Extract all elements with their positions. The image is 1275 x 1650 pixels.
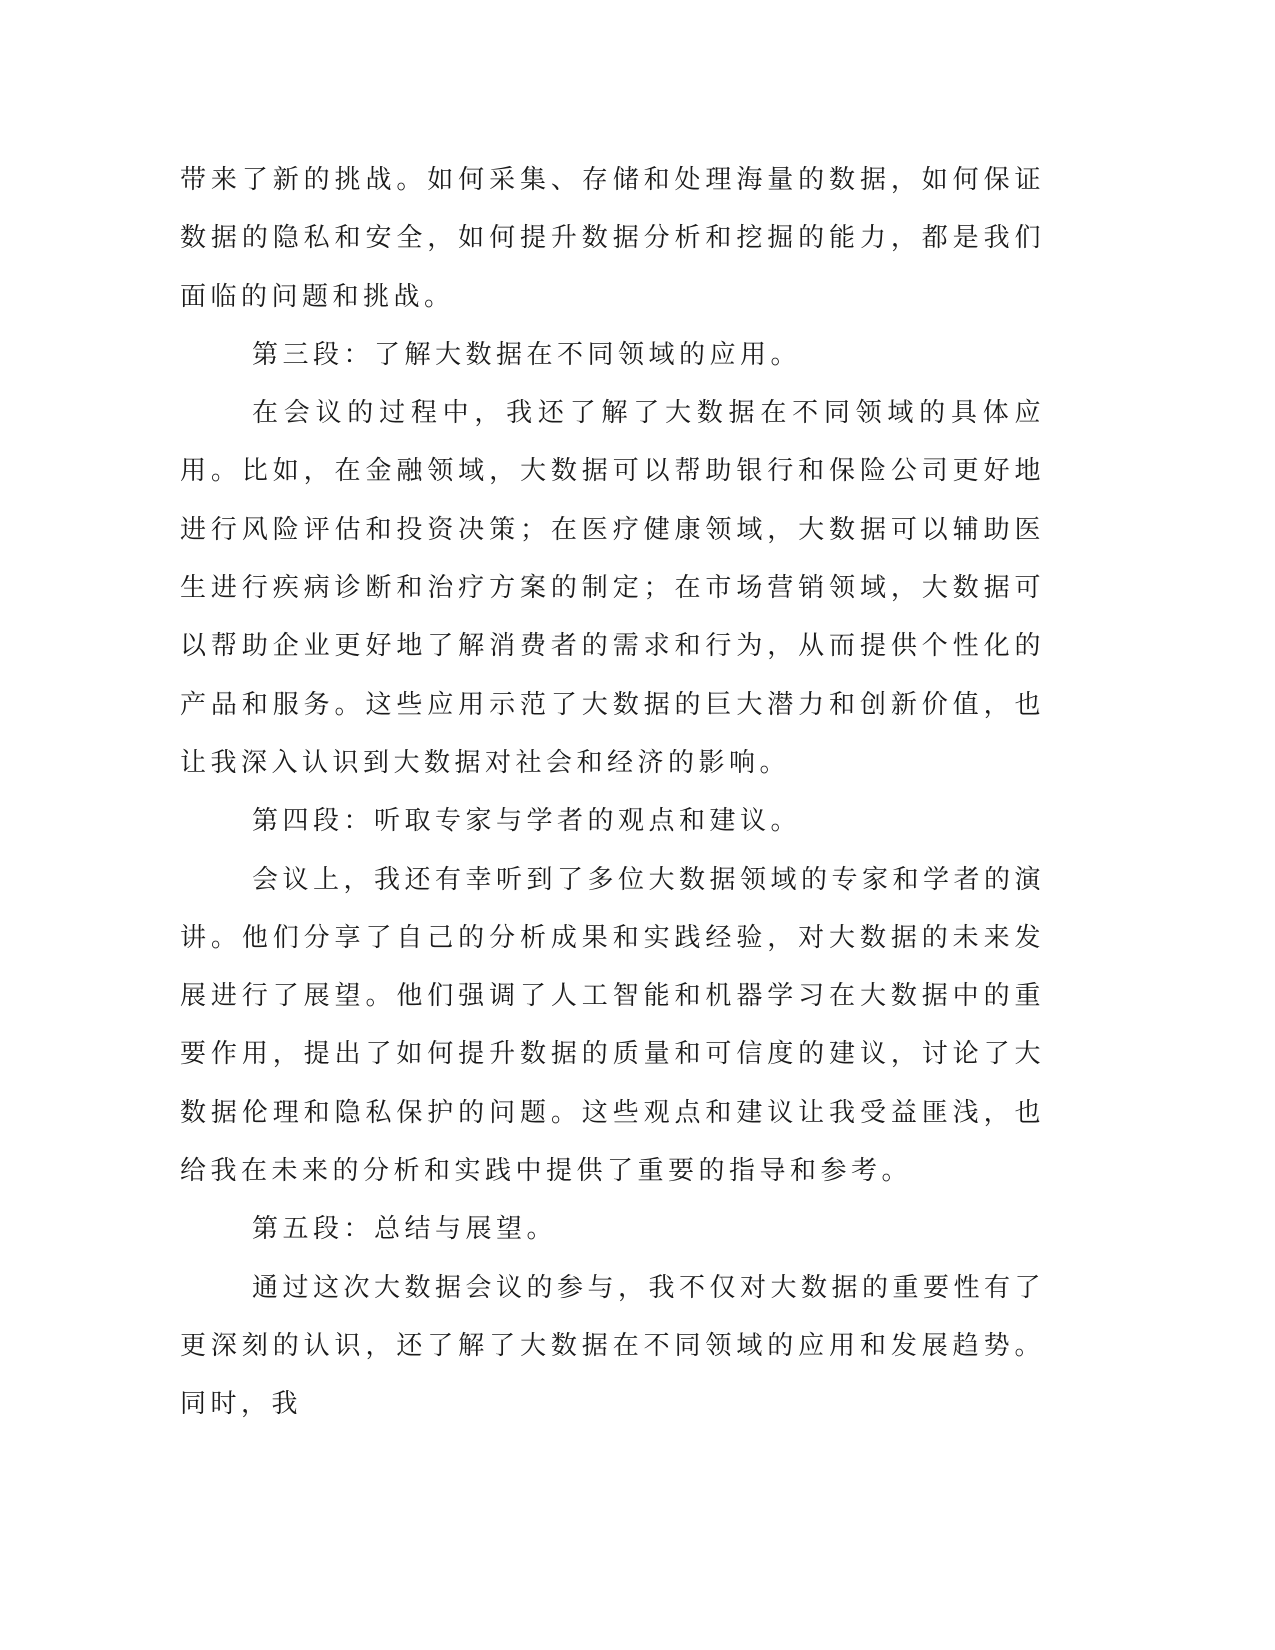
paragraph-continuation: 带来了新的挑战。如何采集、存储和处理海量的数据，如何保证数据的隐私和安全，如何提升数据分析和挖掘的能力，都是我们面临的问题和挑战。 — [180, 165, 1045, 312]
section-heading-3: 第三段：了解大数据在不同领域的应用。 — [252, 339, 802, 370]
paragraph-experts: 会议上，我还有幸听到了多位大数据领域的专家和学者的演讲。他们分享了自己的分析成果和实践经验，对大数据的未来发展进行了展望。他们强调了人工智能和机器学习在大数据中的重要作用，提出了如何提升数据的质量和可信度的建议，讨论了大数据伦理和隐私保护的问题。这些观点和建议让我受益匪浅，也给我在未来的分析和实践中提供了重要的指导和参考。 — [180, 864, 1046, 1187]
paragraph-summary: 通过这次大数据会议的参与，我不仅对大数据的重要性有了更深刻的认识，还了解了大数据在不同领域的应用和发展趋势。同时，我 — [180, 1272, 1046, 1420]
document-body — [180, 151, 1045, 1434]
section-heading-4: 第四段：听取专家与学者的观点和建议。 — [252, 806, 802, 837]
section-heading-5: 第五段：总结与展望。 — [252, 1214, 558, 1245]
paragraph-applications: 在会议的过程中，我还了解了大数据在不同领域的具体应用。比如，在金融领域，大数据可以帮助银行和保险公司更好地进行风险评估和投资决策；在医疗健康领域，大数据可以辅助医生进行疾病诊断和治疗方案的制定；在市场营销领域，大数据可以帮助企业更好地了解消费者的需求和行为，从而提供个性化的产品和服务。这些应用示范了大数据的巨大潜力和创新价值，也让我深入认识到大数据对社会和经济的影响。 — [180, 398, 1045, 778]
